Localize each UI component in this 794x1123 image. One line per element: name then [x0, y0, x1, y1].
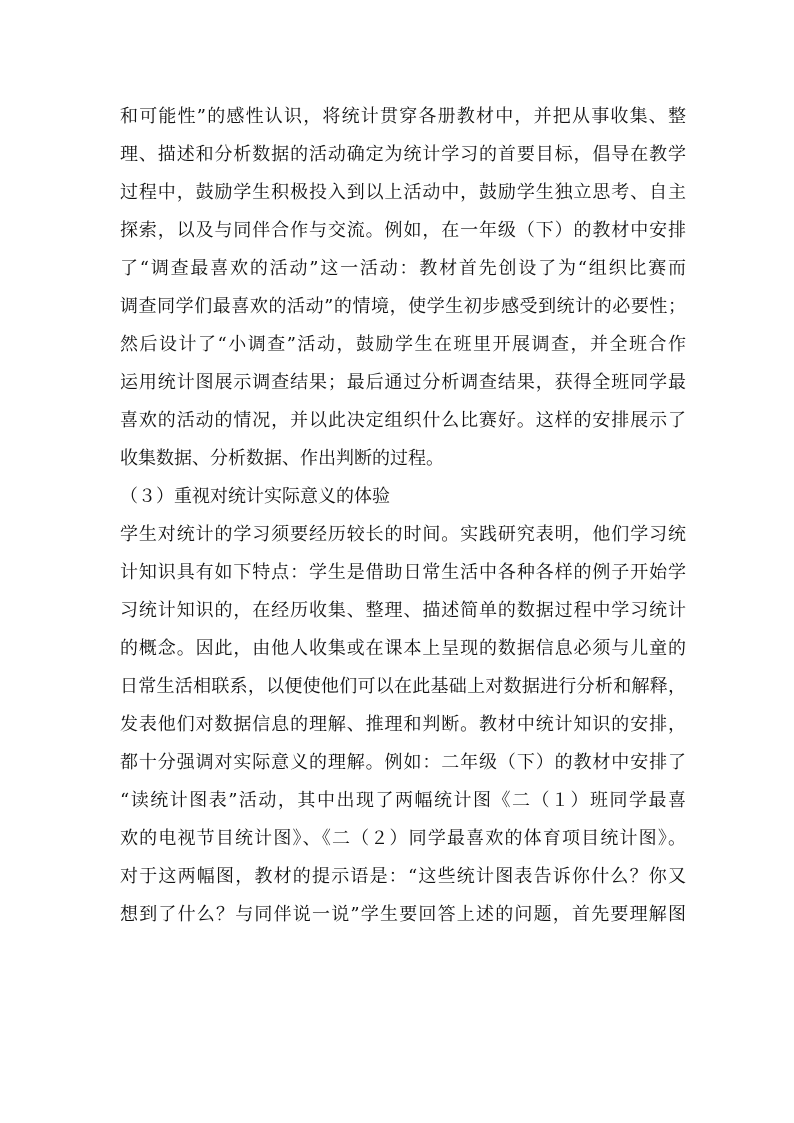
paragraph-line: 探索，以及与同伴合作与交流。例如，在一年级（下）的教材中安排 — [120, 220, 686, 241]
paragraph-line: 对于这两幅图，教材的提示语是：“这些统计图表告诉你什么？你又 — [120, 866, 686, 887]
paragraph-line: 理、描述和分析数据的活动确定为统计学习的首要目标，倡导在教学 — [120, 144, 686, 165]
paragraph-line: 然后设计了“小调查”活动，鼓励学生在班里开展调查，并全班合作 — [120, 334, 686, 355]
paragraph-line: 调查同学们最喜欢的活动”的情境，使学生初步感受到统计的必要性； — [120, 296, 686, 317]
paragraph-line: 发表他们对数据信息的理解、推理和判断。教材中统计知识的安排， — [120, 714, 686, 735]
paragraph-line: 欢的电视节目统计图》、《二（２）同学最喜欢的体育项目统计图》。 — [120, 828, 686, 849]
paragraph-line: 过程中，鼓励学生积极投入到以上活动中，鼓励学生独立思考、自主 — [120, 182, 686, 203]
paragraph-line: 习统计知识的，在经历收集、整理、描述简单的数据过程中学习统计 — [120, 600, 686, 621]
paragraph-line: 的概念。因此，由他人收集或在课本上呈现的数据信息必须与儿童的 — [120, 638, 686, 659]
paragraph-line: 运用统计图展示调查结果；最后通过分析调查结果，获得全班同学最 — [120, 372, 686, 393]
paragraph-line: 和可能性”的感性认识，将统计贯穿各册教材中，并把从事收集、整 — [120, 106, 686, 127]
body-text — [120, 98, 686, 934]
paragraph-line: 都十分强调对实际意义的理解。例如：二年级（下）的教材中安排了 — [120, 752, 686, 773]
paragraph-line: 喜欢的活动的情况，并以此决定组织什么比赛好。这样的安排展示了 — [120, 410, 686, 431]
paragraph-line: 日常生活相联系，以便使他们可以在此基础上对数据进行分析和解释， — [120, 676, 686, 697]
paragraph-line: 收集数据、分析数据、作出判断的过程。 — [120, 448, 444, 469]
paragraph-line: 了“调查最喜欢的活动”这一活动：教材首先创设了为“组织比赛而 — [120, 258, 686, 279]
section-heading: （３）重视对统计实际意义的体验 — [120, 486, 390, 507]
paragraph-line: “读统计图表”活动，其中出现了两幅统计图《二（１）班同学最喜 — [120, 790, 686, 811]
paragraph-line: 计知识具有如下特点：学生是借助日常生活中各种各样的例子开始学 — [120, 562, 686, 583]
paragraph-line: 想到了什么？与同伴说一说”学生要回答上述的问题，首先要理解图 — [120, 904, 686, 925]
paragraph-line: 学生对统计的学习须要经历较长的时间。实践研究表明，他们学习统 — [120, 524, 686, 545]
